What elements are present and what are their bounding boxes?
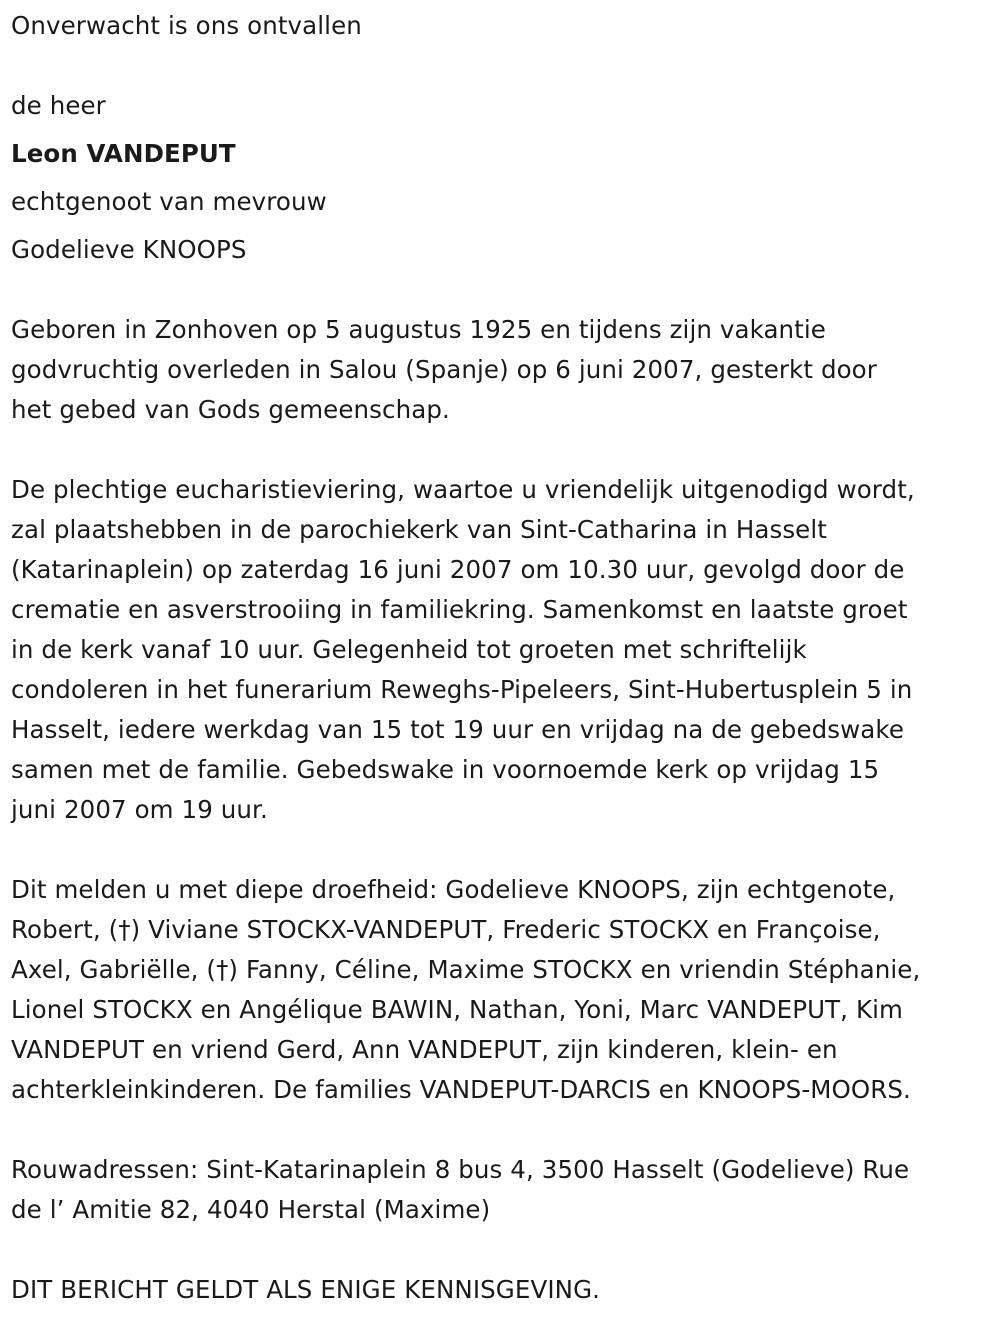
paragraph-line: Robert, (†) Viviane STOCKX-VANDEPUT, Frederic STOCKX en Françoise, [11, 915, 881, 944]
paragraph-line: De plechtige eucharistieviering, waartoe u vriendelijk uitgenodigd wordt, [11, 475, 915, 504]
paragraph-line: de l’ Amitie 82, 4040 Herstal (Maxime) [11, 1195, 491, 1224]
deceased-name: Leon VANDEPUT [11, 139, 236, 168]
paragraph-line: VANDEPUT en vriend Gerd, Ann VANDEPUT, zijn kinderen, klein- en [11, 1035, 838, 1064]
addresses-paragraph [11, 1150, 996, 1230]
paragraph-line: Hasselt, iedere werkdag van 15 tot 19 uur en vrijdag na de gebedswake [11, 715, 904, 744]
ceremony-paragraph [11, 470, 996, 830]
family-paragraph [11, 870, 996, 1110]
paragraph-line: Lionel STOCKX en Angélique BAWIN, Nathan, Yoni, Marc VANDEPUT, Kim [11, 995, 903, 1024]
honorific: de heer [11, 91, 106, 120]
paragraph-line: zal plaatshebben in de parochiekerk van Sint-Catharina in Hasselt [11, 515, 827, 544]
paragraph-line: in de kerk vanaf 10 uur. Gelegenheid tot groeten met schriftelijk [11, 635, 807, 664]
spouse-name: Godelieve KNOOPS [11, 235, 247, 264]
paragraph-line: Axel, Gabriëlle, (†) Fanny, Céline, Maxime STOCKX en vriendin Stéphanie, [11, 955, 921, 984]
paragraph-line: crematie en asverstrooiing in familiekring. Samenkomst en laatste groet [11, 595, 908, 624]
paragraph-line: Dit melden u met diepe droefheid: Godelieve KNOOPS, zijn echtgenote, [11, 875, 896, 904]
opening-line: Onverwacht is ons ontvallen [11, 11, 362, 40]
relation-line: echtgenoot van mevrouw [11, 187, 327, 216]
closing-line: DIT BERICHT GELDT ALS ENIGE KENNISGEVING. [11, 1275, 601, 1304]
paragraph-line: Geboren in Zonhoven op 5 augustus 1925 en tijdens zijn vakantie [11, 315, 826, 344]
paragraph-line: samen met de familie. Gebedswake in voornoemde kerk op vrijdag 15 [11, 755, 880, 784]
paragraph-line: Rouwadressen: Sint-Katarinaplein 8 bus 4, 3500 Hasselt (Godelieve) Rue [11, 1155, 910, 1184]
birth-death-paragraph [11, 310, 996, 430]
paragraph-line: juni 2007 om 19 uur. [11, 795, 268, 824]
paragraph-line: het gebed van Gods gemeenschap. [11, 395, 450, 424]
paragraph-line: godvruchtig overleden in Salou (Spanje) op 6 juni 2007, gesterkt door [11, 355, 877, 384]
paragraph-line: condoleren in het funerarium Reweghs-Pipeleers, Sint-Hubertusplein 5 in [11, 675, 913, 704]
paragraph-line: achterkleinkinderen. De families VANDEPUT-DARCIS en KNOOPS-MOORS. [11, 1075, 911, 1104]
paragraph-line: (Katarinaplein) op zaterdag 16 juni 2007 om 10.30 uur, gevolgd door de [11, 555, 905, 584]
